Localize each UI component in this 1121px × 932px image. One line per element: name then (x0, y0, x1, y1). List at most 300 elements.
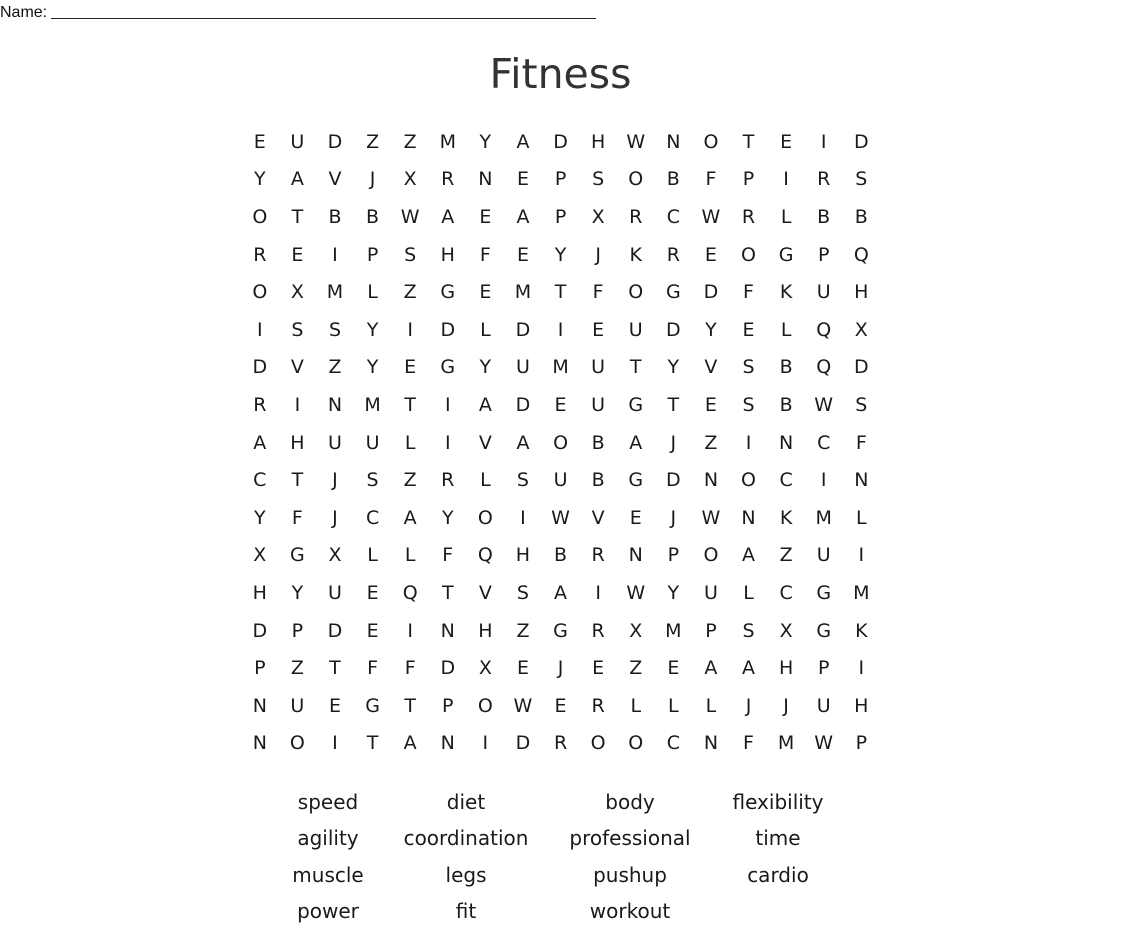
grid-letter: A (403, 732, 417, 755)
word-list-item: pushup (593, 862, 667, 887)
grid-letter: F (592, 281, 604, 304)
grid-letter: O (477, 694, 493, 717)
grid-letter: S (855, 393, 868, 416)
letter-grid (241, 123, 880, 762)
grid-letter: W (814, 732, 834, 755)
grid-letter: E (404, 356, 417, 379)
grid-letter: P (667, 544, 680, 567)
grid-letter: M (665, 619, 682, 642)
grid-letter: W (551, 506, 570, 529)
name-underline (51, 4, 596, 19)
grid-letter: H (252, 581, 267, 604)
grid-letter: U (290, 694, 305, 717)
grid-letter: W (626, 581, 646, 604)
grid-letter: T (366, 732, 379, 755)
grid-letter: J (369, 168, 376, 191)
grid-letter: U (515, 356, 530, 379)
grid-letter: Z (403, 130, 417, 153)
grid-letter: O (252, 281, 268, 304)
grid-letter: Q (477, 544, 493, 567)
grid-letter: P (366, 243, 379, 266)
page-title: Fitness (489, 50, 632, 98)
grid-letter: M (853, 581, 870, 604)
grid-letter: S (291, 318, 304, 341)
grid-letter: G (816, 581, 832, 604)
grid-letter: H (290, 431, 305, 454)
grid-letter: I (332, 732, 338, 755)
grid-letter: H (440, 243, 455, 266)
grid-letter: W (701, 205, 721, 228)
grid-letter: E (366, 619, 379, 642)
grid-row (241, 499, 880, 537)
grid-letter: B (817, 205, 831, 228)
grid-letter: J (670, 431, 677, 454)
grid-letter: Q (402, 581, 418, 604)
grid-letter: R (666, 243, 680, 266)
grid-letter: E (516, 657, 529, 680)
name-label: Name: (0, 4, 48, 21)
grid-letter: P (817, 657, 830, 680)
grid-letter: I (332, 243, 338, 266)
grid-letter: K (779, 281, 793, 304)
grid-letter: H (590, 130, 606, 153)
word-list-item: body (605, 790, 655, 814)
grid-letter: I (595, 581, 601, 604)
grid-row (241, 349, 880, 387)
grid-letter: N (703, 469, 719, 492)
grid-letter: A (742, 544, 756, 567)
grid-letter: J (332, 506, 338, 529)
grid-letter: I (557, 318, 564, 341)
grid-letter: B (366, 205, 380, 228)
grid-letter: A (253, 431, 267, 454)
grid-letter: R (591, 544, 605, 567)
grid-letter: S (742, 619, 755, 642)
grid-letter: O (703, 130, 719, 153)
grid-letter: R (817, 168, 831, 191)
grid-letter: Z (704, 431, 718, 454)
grid-letter: W (513, 694, 533, 717)
grid-letter: F (705, 168, 717, 191)
grid-letter: I (820, 130, 827, 153)
grid-letter: X (478, 657, 492, 680)
grid-letter: R (553, 732, 568, 755)
grid-letter: N (478, 168, 493, 191)
grid-letter: O (628, 168, 644, 191)
grid-letter: E (704, 393, 717, 416)
grid-letter: S (516, 469, 529, 492)
grid-letter: D (252, 619, 268, 642)
grid-letter: V (478, 581, 492, 604)
grid-letter: O (289, 732, 305, 755)
grid-letter: G (665, 281, 681, 304)
grid-letter: D (440, 318, 456, 341)
grid-letter: V (328, 168, 342, 191)
grid-letter: V (290, 356, 304, 379)
word-list-item: workout (589, 898, 671, 923)
grid-letter: Z (403, 281, 417, 304)
grid-letter: E (554, 393, 567, 416)
grid-letter: S (855, 168, 868, 191)
grid-letter: D (703, 281, 719, 304)
grid-letter: X (629, 619, 643, 642)
grid-letter: M (552, 356, 569, 379)
grid-row (241, 461, 880, 499)
grid-row (241, 574, 880, 612)
grid-letter: C (666, 205, 680, 228)
grid-letter: B (554, 544, 568, 567)
grid-letter: D (553, 130, 568, 153)
grid-letter: P (742, 168, 755, 191)
grid-letter: Y (479, 130, 492, 153)
grid-letter: M (777, 732, 795, 755)
grid-letter: E (629, 506, 642, 529)
grid-letter: P (254, 657, 266, 680)
grid-letter: Y (441, 506, 454, 529)
grid-letter: B (591, 431, 605, 454)
grid-letter: I (444, 431, 451, 454)
grid-letter: E (479, 281, 492, 304)
grid-letter: C (779, 581, 793, 604)
grid-letter: V (704, 356, 718, 379)
grid-letter: I (256, 318, 263, 341)
grid-letter: M (439, 130, 456, 153)
grid-letter: Z (366, 130, 380, 153)
grid-letter: D (515, 393, 531, 416)
grid-letter: J (332, 469, 338, 492)
grid-letter: U (816, 694, 831, 717)
grid-letter: Y (479, 356, 492, 379)
grid-letter: L (404, 431, 416, 454)
grid-letter: C (817, 431, 831, 454)
grid-letter: Z (328, 356, 342, 379)
grid-letter: F (404, 657, 416, 680)
grid-row (241, 424, 880, 462)
grid-letter: O (553, 431, 569, 454)
grid-letter: D (666, 469, 681, 492)
grid-letter: N (854, 469, 869, 492)
grid-letter: S (742, 356, 755, 379)
word-row (0, 863, 1121, 893)
grid-letter: N (779, 431, 794, 454)
grid-row (241, 725, 880, 763)
grid-letter: O (252, 205, 268, 228)
grid-letter: I (858, 657, 865, 680)
grid-letter: T (291, 205, 304, 228)
grid-row (241, 649, 880, 687)
grid-letter: I (520, 506, 526, 529)
grid-letter: A (290, 168, 304, 191)
grid-letter: E (253, 130, 266, 153)
grid-row (241, 161, 880, 199)
grid-letter: T (667, 393, 680, 416)
grid-letter: Y (667, 356, 680, 379)
grid-row (241, 537, 880, 575)
grid-letter: P (855, 732, 868, 755)
grid-letter: Z (290, 657, 304, 680)
grid-letter: W (400, 205, 420, 228)
grid-letter: Y (667, 581, 680, 604)
grid-letter: C (666, 732, 680, 755)
grid-letter: O (628, 732, 644, 755)
grid-letter: N (252, 732, 267, 755)
grid-letter: B (328, 205, 342, 228)
grid-letter: V (591, 506, 605, 529)
grid-letter: U (591, 356, 606, 379)
grid-letter: P (291, 619, 304, 642)
grid-letter: U (328, 431, 342, 454)
grid-letter: F (743, 732, 754, 755)
word-list-item: power (297, 898, 359, 923)
grid-letter: I (858, 544, 865, 567)
grid-letter: E (554, 694, 567, 717)
grid-letter: C (365, 506, 380, 529)
grid-letter: F (367, 657, 379, 680)
grid-letter: B (854, 205, 868, 228)
grid-letter: A (478, 393, 492, 416)
grid-letter: P (554, 205, 567, 228)
grid-letter: R (441, 168, 455, 191)
grid-letter: G (440, 356, 456, 379)
grid-letter: X (779, 619, 793, 642)
grid-letter: R (591, 694, 605, 717)
grid-letter: P (705, 619, 717, 642)
grid-letter: G (816, 619, 832, 642)
grid-letter: A (704, 657, 718, 680)
grid-letter: F (291, 506, 303, 529)
grid-letter: L (367, 544, 378, 567)
grid-letter: O (477, 506, 493, 529)
grid-letter: P (817, 243, 830, 266)
grid-letter: Z (629, 657, 643, 680)
grid-letter: E (291, 243, 304, 266)
grid-letter: I (745, 431, 752, 454)
grid-letter: L (856, 506, 867, 529)
grid-letter: L (480, 469, 491, 492)
grid-letter: W (626, 130, 646, 153)
grid-letter: T (441, 581, 454, 604)
grid-letter: J (783, 694, 789, 717)
grid-letter: S (592, 168, 605, 191)
grid-letter: J (595, 243, 601, 266)
grid-letter: N (666, 130, 681, 153)
grid-letter: U (591, 393, 606, 416)
grid-letter: D (666, 318, 681, 341)
grid-letter: T (554, 281, 567, 304)
grid-letter: D (327, 130, 343, 153)
grid-row (241, 612, 880, 650)
word-list-item: professional (569, 826, 691, 851)
grid-letter: G (440, 281, 456, 304)
grid-letter: E (592, 318, 605, 341)
grid-letter: U (328, 581, 342, 604)
grid-letter: L (780, 205, 792, 228)
grid-letter: A (441, 205, 455, 228)
grid-letter: A (554, 581, 568, 604)
grid-letter: D (327, 619, 343, 642)
grid-letter: B (591, 469, 605, 492)
grid-letter: U (628, 318, 643, 341)
word-list-item: muscle (292, 862, 364, 887)
grid-letter: F (442, 544, 454, 567)
grid-letter: H (854, 281, 869, 304)
grid-letter: H (478, 619, 493, 642)
grid-letter: L (630, 694, 642, 717)
grid-letter: P (554, 168, 567, 191)
grid-letter: U (816, 544, 831, 567)
grid-letter: T (291, 469, 304, 492)
grid-letter: M (364, 393, 381, 416)
grid-letter: Q (816, 318, 832, 341)
grid-row (241, 386, 880, 424)
grid-letter: Z (516, 619, 530, 642)
grid-letter: N (741, 506, 756, 529)
grid-letter: G (778, 243, 794, 266)
grid-letter: E (479, 205, 492, 228)
grid-letter: N (628, 544, 643, 567)
grid-letter: E (516, 243, 529, 266)
grid-letter: F (855, 431, 867, 454)
grid-letter: I (820, 469, 827, 492)
grid-letter: O (741, 469, 756, 492)
grid-letter: O (703, 544, 719, 567)
grid-letter: A (742, 657, 756, 680)
grid-letter: Y (291, 581, 304, 604)
grid-letter: Q (816, 356, 832, 379)
grid-letter: Q (853, 243, 869, 266)
grid-letter: R (591, 619, 605, 642)
grid-letter: H (854, 694, 869, 717)
word-list-item: fit (455, 898, 477, 923)
grid-letter: X (253, 544, 267, 567)
grid-letter: B (779, 393, 793, 416)
grid-letter: M (815, 506, 832, 529)
grid-letter: E (592, 657, 605, 680)
grid-letter: J (557, 657, 564, 680)
grid-letter: G (365, 694, 380, 717)
grid-letter: F (479, 243, 491, 266)
grid-letter: E (328, 694, 341, 717)
grid-letter: L (668, 694, 679, 717)
word-row (0, 790, 1121, 820)
grid-letter: T (329, 657, 341, 680)
grid-letter: N (327, 393, 343, 416)
grid-letter: A (629, 431, 643, 454)
grid-letter: C (253, 469, 267, 492)
grid-letter: I (482, 732, 489, 755)
word-row (0, 826, 1121, 856)
grid-letter: U (816, 281, 831, 304)
grid-letter: O (628, 281, 644, 304)
grid-letter: L (480, 318, 491, 341)
grid-letter: R (441, 469, 455, 492)
grid-letter: E (667, 657, 680, 680)
grid-letter: U (703, 581, 718, 604)
grid-letter: D (252, 356, 268, 379)
grid-letter: J (670, 506, 677, 529)
grid-letter: I (444, 393, 451, 416)
grid-letter: E (742, 318, 755, 341)
grid-letter: C (779, 469, 793, 492)
grid-letter: H (778, 657, 794, 680)
grid-letter: G (628, 393, 644, 416)
grid-letter: T (629, 356, 642, 379)
grid-letter: I (407, 619, 413, 642)
grid-letter: D (440, 657, 456, 680)
grid-row (241, 273, 880, 311)
grid-letter: S (742, 393, 755, 416)
grid-letter: A (516, 205, 530, 228)
grid-letter: N (440, 732, 455, 755)
grid-letter: Y (554, 243, 567, 266)
grid-letter: L (743, 581, 754, 604)
grid-letter: S (328, 318, 342, 341)
grid-letter: Y (253, 506, 266, 529)
word-list-item: cardio (747, 862, 809, 887)
grid-letter: U (553, 469, 568, 492)
grid-letter: X (591, 205, 605, 228)
grid-letter: U (365, 431, 380, 454)
grid-letter: Z (403, 469, 417, 492)
grid-letter: R (253, 393, 267, 416)
grid-letter: Y (366, 318, 379, 341)
grid-letter: E (516, 168, 529, 191)
grid-letter: E (704, 243, 717, 266)
grid-letter: U (290, 130, 305, 153)
word-list-item: coordination (403, 826, 529, 851)
grid-letter: X (403, 168, 417, 191)
grid-letter: J (745, 694, 752, 717)
grid-letter: A (516, 431, 530, 454)
grid-letter: N (440, 619, 455, 642)
word-list-item: agility (297, 826, 359, 851)
grid-letter: T (742, 130, 755, 153)
grid-letter: B (666, 168, 680, 191)
grid-letter: L (780, 318, 792, 341)
grid-letter: I (294, 393, 301, 416)
grid-letter: K (779, 506, 793, 529)
grid-letter: D (853, 356, 869, 379)
grid-letter: T (404, 393, 416, 416)
word-row (0, 899, 1121, 929)
grid-row (241, 123, 880, 161)
grid-letter: L (404, 544, 416, 567)
grid-letter: V (478, 431, 492, 454)
grid-letter: A (403, 506, 417, 529)
grid-letter: R (253, 243, 267, 266)
grid-letter: L (367, 281, 378, 304)
grid-letter: M (514, 281, 532, 304)
grid-letter: Y (705, 318, 717, 341)
grid-letter: I (407, 318, 413, 341)
grid-letter: F (743, 281, 754, 304)
grid-letter: M (326, 281, 344, 304)
grid-row (241, 236, 880, 274)
grid-letter: R (741, 205, 756, 228)
grid-letter: S (366, 469, 379, 492)
grid-letter: G (553, 619, 568, 642)
grid-letter: B (779, 356, 793, 379)
grid-letter: L (705, 694, 717, 717)
word-list-item: time (755, 826, 801, 851)
word-list-item: legs (445, 862, 487, 887)
grid-letter: N (252, 694, 267, 717)
grid-letter: K (629, 243, 642, 266)
grid-row (241, 687, 880, 725)
grid-letter: I (783, 168, 789, 191)
word-list-item: flexibility (732, 790, 824, 814)
grid-letter: H (515, 544, 531, 567)
